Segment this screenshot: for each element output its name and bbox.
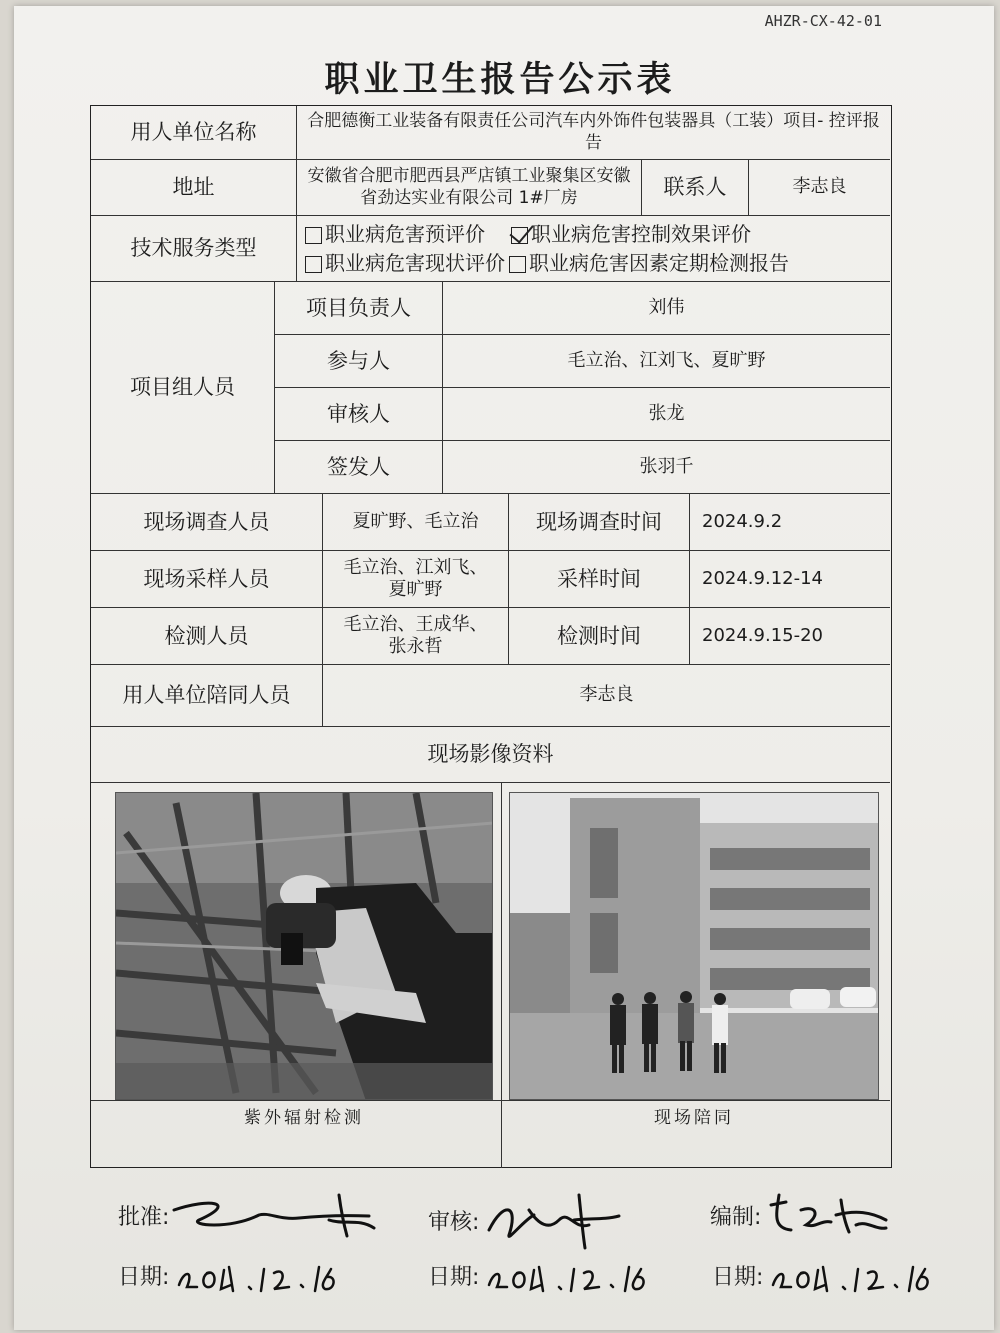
photo-uv-radiation-test <box>115 792 493 1100</box>
approve-label: 批准: <box>118 1204 170 1230</box>
sampling-time-label: 采样时间 <box>509 551 690 608</box>
review-date-row <box>428 1255 649 1295</box>
testing-people: 毛立治、王成华、张永哲 <box>323 608 509 665</box>
compile-row <box>710 1190 891 1240</box>
review-signature <box>479 1190 629 1250</box>
approve-signature <box>169 1190 379 1240</box>
sampling-label: 现场采样人员 <box>91 551 323 608</box>
compile-date-handwritten <box>763 1255 933 1295</box>
compile-label: 编制: <box>710 1204 762 1230</box>
team-role-issuer: 签发人 <box>275 441 443 494</box>
escort-value: 李志良 <box>323 665 890 727</box>
team-label: 项目组人员 <box>91 282 275 494</box>
service-option-pre-evaluation[interactable]: 职业病危害预评价 <box>305 222 485 247</box>
service-type-label: 技术服务类型 <box>91 216 297 282</box>
service-option-control-effect[interactable]: 职业病危害控制效果评价 <box>511 222 751 247</box>
service-option-status-evaluation[interactable]: 职业病危害现状评价 <box>305 251 505 276</box>
testing-time-label: 检测时间 <box>509 608 690 665</box>
team-role-lead: 项目负责人 <box>275 282 443 335</box>
photo-site-escort-image <box>510 793 879 1100</box>
team-name-reviewer: 张龙 <box>443 388 890 441</box>
testing-time: 2024.9.15-20 <box>690 608 890 665</box>
review-date-label: 日期: <box>428 1264 480 1290</box>
caption-divider <box>91 1100 890 1101</box>
address-value: 安徽省合肥市肥西县严店镇工业聚集区安徽省劲达实业有限公司 1#厂房 <box>297 160 642 216</box>
photo-uv-radiation-test-image <box>116 793 493 1100</box>
survey-time-label: 现场调查时间 <box>509 494 690 551</box>
compile-signature <box>761 1190 891 1240</box>
checkbox-icon[interactable] <box>305 256 322 273</box>
photo-escort-caption: 现场陪同 <box>654 1108 734 1128</box>
approve-date-row <box>118 1255 339 1295</box>
contact-label: 联系人 <box>642 160 749 216</box>
checkbox-icon[interactable] <box>305 227 322 244</box>
approve-date-label: 日期: <box>118 1264 170 1290</box>
approve-date-handwritten <box>169 1255 339 1295</box>
employer-label: 用人单位名称 <box>91 106 297 160</box>
review-label: 审核: <box>428 1209 480 1235</box>
service-option-periodic-testing[interactable]: 职业病危害因素定期检测报告 <box>509 251 789 276</box>
compile-date-row <box>712 1255 933 1295</box>
photo-site-escort <box>509 792 879 1100</box>
photo-uv-caption: 紫外辐射检测 <box>244 1108 364 1128</box>
survey-people: 夏旷野、毛立治 <box>323 494 509 551</box>
sampling-people: 毛立治、江刘飞、夏旷野 <box>323 551 509 608</box>
contact-value: 李志良 <box>749 160 890 216</box>
document-code: AHZR-CX-42-01 <box>764 12 882 30</box>
testing-label: 检测人员 <box>91 608 323 665</box>
employer-value: 合肥德衡工业装备有限责任公司汽车内外饰件包装器具（工装）项目- 控评报告 <box>297 106 890 160</box>
checkbox-icon[interactable] <box>511 227 528 244</box>
survey-label: 现场调查人员 <box>91 494 323 551</box>
approve-row <box>118 1190 379 1240</box>
sampling-time: 2024.9.12-14 <box>690 551 890 608</box>
checkbox-icon[interactable] <box>509 256 526 273</box>
escort-label: 用人单位陪同人员 <box>91 665 323 727</box>
survey-time: 2024.9.2 <box>690 494 890 551</box>
service-type-options <box>297 216 890 282</box>
photo-divider <box>501 783 502 1168</box>
team-name-participant: 毛立治、江刘飞、夏旷野 <box>443 335 890 388</box>
team-role-reviewer: 审核人 <box>275 388 443 441</box>
images-header: 现场影像资料 <box>91 727 890 783</box>
document-title: 职业卫生报告公示表 <box>324 59 676 100</box>
report-table <box>90 105 892 1168</box>
team-name-issuer: 张羽千 <box>443 441 890 494</box>
team-role-participant: 参与人 <box>275 335 443 388</box>
compile-date-label: 日期: <box>712 1264 764 1290</box>
team-name-lead: 刘伟 <box>443 282 890 335</box>
address-label: 地址 <box>91 160 297 216</box>
review-row <box>428 1190 629 1250</box>
images-area <box>91 783 890 1168</box>
review-date-handwritten <box>479 1255 649 1295</box>
